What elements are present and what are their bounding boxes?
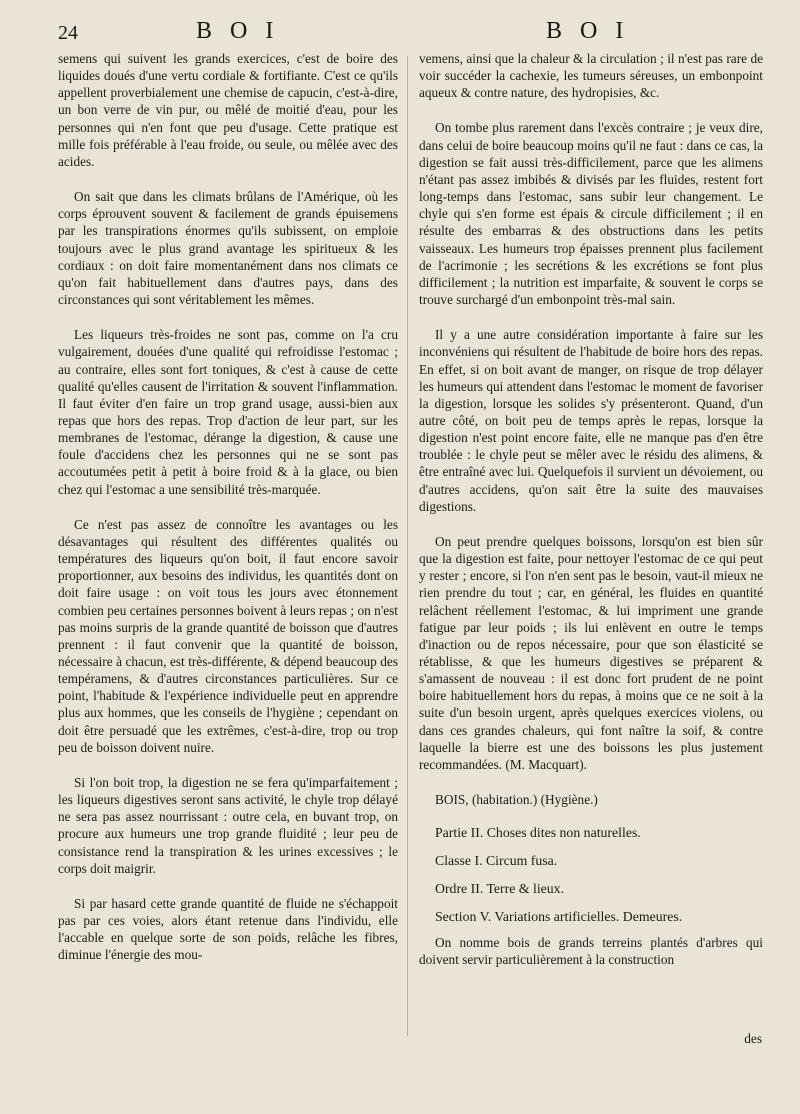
paragraph: On peut prendre quelques boissons, lorsqu'on est bien sûr que la digestion est faite, pour nettoyer l'estomac de ce qui peut y rester ; encore, si l'on n'en sent pas le besoin, vaut-il mieux ne rien prendre du tout ; car, en général, les fluides en quantité relâchent réellement l'estomac, & lui impriment une grande fatigue par leur poids ; ils lui enlèvent en outre le temps d'inaction ou de repos nécessaire, pour que son élasticité se rétablisse, & que les humeurs digestives se préparent & s'amassent de nouveau : il est donc fort prudent de ne point boire habituellement hors du repas, à moins que ce ne soit à la suite d'un besoin urgent, après quelques exercices violens, ou dans ces grandes chaleurs, qui font naître la soif, & contre laquelle la bierre est une des boissons les plus justement recommandées. (M. Macquart). xyxy=(419,533,763,772)
running-head-right: B O I xyxy=(546,18,630,44)
paragraph: Si l'on boit trop, la digestion ne se fera qu'imparfaitement ; les liqueurs digestives seront sans activité, le chyle trop délayé ne sera pas assez nourrissant : outre cela, en buvant trop, on procure aux humeurs une trop grande fluidité ; leur peu de consistance rend la transpiration & les urines excessives ; le corps doit maigrir. xyxy=(58,774,398,876)
paragraph: Il y a une autre considération importante à faire sur les inconvéniens qui résultent de l'habitude de boire hors des repas. En effet, si on boit avant de manger, on risque de trop délayer les humeurs qui attendent dans l'estomac le moment de favoriser la digestion, lorsque les solides s'y présenteront. Quand, d'un autre côté, on boit peu de temps après le repas, lorsque la digestion n'est point encore faite, elle ne manque pas d'en être troublée : le chyle peut se mêler avec le résidu des alimens, & être entraîné avec lui. Quelquefois il survient un dévoiement, ou d'autres accidens, qu'on sait être la suite des mauvaises digestions. xyxy=(419,327,763,514)
catchword: des xyxy=(744,1031,762,1046)
left-column xyxy=(58,50,398,982)
right-column xyxy=(419,50,763,987)
paragraph: semens qui suivent les grands exercices, c'est de boire des liquides doués d'une vertu cordiale & fortifiante. C'est ce qu'ils appellent proverbialement une chemise de capucin, c'est-à-dire, un bon verre de vin pur, ou mêlé de moitié d'eau, pour les personnes qui n'en font que peu d'usage. Cette pratique est mille fois préférable à l'eau froide, ou seule, ou mêlée avec des acides. xyxy=(58,51,398,169)
paragraph: On tombe plus rarement dans l'excès contraire ; je veux dire, dans celui de boire beaucoup moins qu'il ne faut : dans ce cas, la digestion se fait aussi très-difficilement, parce que les alimens n'étant pas assez imbibés & divisés par les fluides, restent fort long-temps dans l'estomac, sans subir leur changement. Le chyle qui s'en forme est épais & circule difficilement ; il en résulte des embarras & des obstructions dans les petits vaisseaux. Les humeurs trop épaisses prennent plus facilement de l'acrimonie ; les secrétions & les excrétions se font plus difficilement ; la nutrition est imparfaite, & souvent le corps se trouve surchargé d'un embonpoint très-mal sain. xyxy=(419,120,763,308)
entry-classe: Classe I. Circum fusa. xyxy=(435,853,558,869)
paragraph: Les liqueurs très-froides ne sont pas, comme on l'a cru vulgairement, douées d'une qualité qui refroidisse l'estomac ; au contraire, elles sont fort toniques, & c'est à cause de cette qualité qu'elles causent de l'irritation & souvent l'inflammation. Il faut éviter d'en faire un trop grand usage, aussi-bien aux repas que hors des repas. Trop d'action de leur part, sur les membranes de l'estomac, dérange la digestion, & cause une foule d'accidens chez les personnes qui ne se sont pas accoutumées petit à petit à boire froid & à la glace, ou bien chez qui l'estomac a une sensibilité très-marquée. xyxy=(58,327,398,497)
column-divider xyxy=(407,56,408,1036)
entry-partie: Partie II. Choses dites non naturelles. xyxy=(435,825,641,841)
entry-section: Section V. Variations artificielles. Demeures. xyxy=(435,909,683,925)
entry-text: On nomme bois de grands terreins plantés d'arbres qui doivent servir particulièrement à la construction xyxy=(419,935,763,968)
entry-ordre: Ordre II. Terre & lieux. xyxy=(435,881,565,897)
paragraph: On sait que dans les climats brûlans de l'Amérique, où les corps éprouvent souvent & facilement de grands épuisemens par les transpirations énormes qu'ils subissent, on emploie toujours avec le plus grand avantage les spiritueux & les cordiaux : on doit faire momentanément dans nos climats ce qu'on fait habituellement dans d'autres pays, dans des circonstances qui sont véritablement les mêmes. xyxy=(58,189,398,308)
page-number: 24 xyxy=(58,22,78,44)
paragraph: Ce n'est pas assez de connoître les avantages ou les désavantages qui résultent des différentes qualités ou températures des liqueurs qu'on boit, il faut encore savoir proportionner, aux besoins des individus, les quantités dont on doit faire usage : on voit tous les jours avec étonnement combien peu certaines personnes boivent à leurs repas ; on n'est pas moins surpris de la grande quantité de boisson que d'autres prennent : il faut convenir que la quantité de boisson, nécessaire à chacun, est très-différente, & dépend beaucoup des tempéramens, & d'autres circonstances particulières. Sur ce point, l'habitude & l'expérience individuelle peut en apprendre plus aux hommes, que les conseils de l'hygiène ; cependant on doit être persuadé que les extrêmes, c'est-à-dire, trop ou trop peu de boisson doivent nuire. xyxy=(58,516,398,755)
paragraph: vemens, ainsi que la chaleur & la circulation ; il n'est pas rare de voir succéder la cachexie, les tumeurs séreuses, un embonpoint aqueux & contre nature, des hydropisies, &c. xyxy=(419,51,763,101)
entry-headword: BOIS, (habitation.) (Hygiène.) xyxy=(435,792,598,808)
running-head-left: B O I xyxy=(196,18,280,44)
paragraph: Si par hasard cette grande quantité de fluide ne s'échappoit pas par ces voies, alors étant retenue dans l'individu, elle l'accable en quelque sorte de son poids, relâche les fibres, diminue l'énergie des mou- xyxy=(58,895,398,963)
